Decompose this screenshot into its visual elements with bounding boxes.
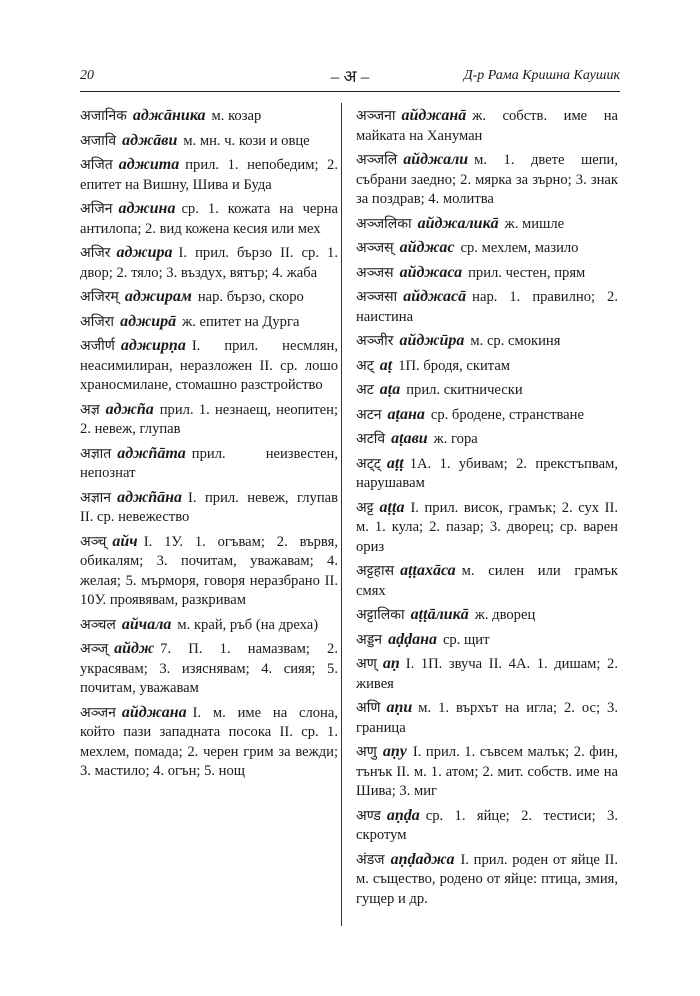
transliteration: аджāника xyxy=(132,107,206,124)
dictionary-entry xyxy=(356,605,618,626)
dictionary-entry xyxy=(80,131,338,152)
definition: м. край, ръб (на дреха) xyxy=(177,616,319,633)
dictionary-entry xyxy=(80,312,338,333)
headword-devanagari: अजित xyxy=(80,157,113,173)
headword-devanagari: अजिरम् xyxy=(80,289,119,305)
dictionary-entry xyxy=(80,106,338,127)
headword-devanagari: अञ्जन xyxy=(80,704,116,721)
dictionary-entry xyxy=(356,806,618,846)
definition: I. 1П. звуча II. 4А. 1. дишам; 2. живея xyxy=(356,656,618,692)
headword-devanagari: अंडज xyxy=(356,851,385,868)
definition: прил. скитнически xyxy=(406,382,523,398)
transliteration: аṭа xyxy=(379,381,401,398)
definition: ср. мехлем, мазило xyxy=(460,240,579,256)
dictionary-entry xyxy=(80,199,338,239)
dictionary-entry xyxy=(80,336,338,396)
dictionary-entry xyxy=(356,742,618,802)
definition: ж. мишле xyxy=(504,215,565,232)
headword-devanagari: अण्ड xyxy=(356,807,381,824)
transliteration: айджанā xyxy=(401,107,467,124)
definition: м. козар xyxy=(211,108,262,124)
dictionary-entry xyxy=(356,331,618,352)
transliteration: аджñāна xyxy=(117,488,183,506)
transliteration: айджаликā xyxy=(417,214,499,232)
headword-devanagari: अञ्जस xyxy=(356,264,394,281)
definition: нар. 1. правилно; 2. наистина xyxy=(356,289,618,325)
dictionary-entry xyxy=(356,405,618,426)
definition: I. м. име на слона, който пази западната посока II. ср. 1. мехлем, помада; 2. черен грим за вежди; 3. мастило; 4. огън; 5. нощ xyxy=(80,704,338,779)
headword-devanagari: अञ्जलिका xyxy=(356,215,412,232)
headword-devanagari: अञ्ज् xyxy=(80,641,109,657)
definition: I. прил. несмлян, неасимилиран, неразложен II. ср. лошо храносмилане, стомашно разстройство xyxy=(80,338,338,393)
headword-devanagari: अट्ट् xyxy=(356,455,381,472)
definition: ж. епитет на Дурга xyxy=(182,313,300,330)
definition: ср. 1. яйце; 2. тестиси; 3. скротум xyxy=(356,807,618,843)
dictionary-entry xyxy=(356,150,618,210)
transliteration: айджас xyxy=(399,239,455,256)
dictionary-entry xyxy=(80,243,338,283)
section-letter: – अ – xyxy=(330,67,370,86)
dictionary-entry xyxy=(356,630,618,651)
headword-devanagari: अज्ञात xyxy=(80,445,112,462)
headword-devanagari: अञ्चल xyxy=(80,616,116,633)
dictionary-entry xyxy=(356,214,618,235)
headword-devanagari: अण् xyxy=(356,656,377,672)
definition: м. 1. върхът на игла; 2. ос; 3. граница xyxy=(356,700,618,736)
transliteration: аṭави xyxy=(391,430,428,447)
page-number: 20 xyxy=(80,68,94,83)
headword-devanagari: अज्ञान xyxy=(80,489,112,506)
headword-devanagari: अजिर xyxy=(80,245,111,261)
dictionary-entry xyxy=(356,263,618,284)
definition: ср. бродене, странстване xyxy=(430,406,584,423)
dictionary-entry xyxy=(356,654,618,694)
transliteration: аṇḍаджа xyxy=(390,850,455,868)
transliteration: аджñāта xyxy=(117,444,186,462)
dictionary-entry xyxy=(356,356,618,377)
dictionary-entry xyxy=(356,429,618,450)
definition: I. прил. бързо II. ср. 1. двор; 2. тяло; 3. въздух, вятър; 4. жаба xyxy=(80,245,338,281)
definition: нар. бързо, скоро xyxy=(197,289,304,305)
definition: ж. дворец xyxy=(474,607,536,623)
right-column xyxy=(356,106,618,913)
definition: прил. честен, прям xyxy=(468,264,586,281)
definition: I. прил. роден от яйце II. м. същество, родено от яйце: птица, змия, гущер и др. xyxy=(356,851,618,907)
definition: прил. 1. незнаещ, неопитен; 2. невеж, глупав xyxy=(80,401,338,437)
headword-devanagari: अञ्जलि xyxy=(356,152,398,168)
transliteration: айджасā xyxy=(403,288,467,305)
definition: ср. 1. кожата на черна антилопа; 2. вид кожена кесия или мех xyxy=(80,201,338,237)
definition: м. мн. ч. кози и овце xyxy=(183,132,310,149)
dictionary-entry xyxy=(80,444,338,484)
definition: 7. П. 1. намазвам; 2. украсявам; 3. изяснявам; 4. сияя; 5. почитам, уважавам xyxy=(80,641,338,696)
headword-devanagari: अट्टहास xyxy=(356,563,395,579)
transliteration: айч xyxy=(112,532,138,550)
transliteration: аṭана xyxy=(387,405,425,423)
definition: прил. неизвестен, непознат xyxy=(80,445,338,481)
dictionary-entry xyxy=(80,400,338,440)
definition: м. ср. смокиня xyxy=(470,333,561,349)
transliteration: айджали xyxy=(403,151,469,168)
headword-devanagari: अट्टालिका xyxy=(356,607,405,623)
dictionary-entry xyxy=(80,639,338,699)
headword-devanagari: अज्ञ xyxy=(80,401,100,418)
headword-devanagari: अजीर्ण xyxy=(80,338,115,354)
transliteration: аṭṭāликā xyxy=(410,606,469,623)
transliteration: айчала xyxy=(121,615,172,633)
dictionary-entry xyxy=(80,532,338,611)
headword-devanagari: अञ्जस् xyxy=(356,240,394,256)
headword-devanagari: अट् xyxy=(356,357,374,374)
transliteration: айджаса xyxy=(399,263,463,281)
headword-devanagari: अटन xyxy=(356,406,382,423)
dictionary-entry xyxy=(356,561,618,601)
headword-devanagari: अट्ट xyxy=(356,499,374,516)
transliteration: айджана xyxy=(121,703,187,721)
definition: м. силен или грамък смях xyxy=(356,563,618,599)
definition: ж. собств. име на майката на Хануман xyxy=(356,108,618,144)
left-column xyxy=(80,106,338,786)
headword-devanagari: अञ्जीर xyxy=(356,333,394,349)
headword-devanagari: अजावि xyxy=(80,132,117,149)
dictionary-entry xyxy=(80,703,338,782)
definition: I. прил. 1. съвсем малък; 2. фин, тънък II. м. 1. атом; 2. мит. собств. име на Шива; 3. миг xyxy=(356,744,618,799)
dictionary-entry xyxy=(80,615,338,636)
definition: ср. щит xyxy=(442,631,490,648)
transliteration: аṭṭа xyxy=(379,498,405,516)
header-rule xyxy=(80,91,620,92)
column-divider xyxy=(341,103,342,926)
definition: I. 1У. 1. огъвам; 2. вървя, обикалям; 3. почитам, уважавам; 4. желая; 5. мърморя, говоря неразбрано II. 10У. проявявам, разкривам xyxy=(80,533,338,608)
transliteration: аṭṭ xyxy=(386,454,404,472)
transliteration: аṇи xyxy=(386,699,413,716)
transliteration: аджирṇа xyxy=(120,337,186,354)
headword-devanagari: अजिन xyxy=(80,201,113,217)
dictionary-entry xyxy=(356,238,618,259)
definition: I. прил. невеж, глупав II. ср. невежество xyxy=(80,489,338,525)
transliteration: аджира xyxy=(116,244,173,261)
transliteration: аджита xyxy=(118,156,180,173)
transliteration: айджӣра xyxy=(399,332,465,349)
headword-devanagari: अजिरा xyxy=(80,313,115,330)
definition: I. прил. висок, грамък; 2. сух II. м. 1. кула; 2. пазар; 3. дворец; ср. варен ориз xyxy=(356,499,618,555)
transliteration: аджирā xyxy=(120,312,177,330)
definition: 1П. бродя, скитам xyxy=(398,357,511,374)
transliteration: аṇ xyxy=(382,655,400,672)
transliteration: аṇḍа xyxy=(386,806,420,824)
headword-devanagari: अञ्जना xyxy=(356,108,396,124)
dictionary-entry xyxy=(356,287,618,327)
dictionary-entry xyxy=(356,106,618,146)
dictionary-entry xyxy=(80,287,338,308)
headword-devanagari: अजानिक xyxy=(80,108,127,124)
transliteration: аджирам xyxy=(124,288,192,305)
headword-devanagari: अञ्जसा xyxy=(356,289,398,305)
dictionary-entry xyxy=(80,488,338,528)
dictionary-entry xyxy=(356,498,618,558)
headword-devanagari: अणि xyxy=(356,700,381,716)
definition: м. 1. двете шепи, събрани заедно; 2. мярка за зърно; 3. знак за поздрав; 4. молитва xyxy=(356,152,618,207)
transliteration: аджина xyxy=(118,200,176,217)
transliteration: аṭṭахāса xyxy=(400,562,456,579)
author-name: Д-р Рама Кришна Каушик xyxy=(463,68,620,83)
definition: ж. гора xyxy=(433,431,478,447)
headword-devanagari: अट xyxy=(356,382,374,398)
page-header xyxy=(80,64,620,88)
headword-devanagari: अड्डन xyxy=(356,631,383,648)
transliteration: аṭ xyxy=(379,356,393,374)
transliteration: аṇу xyxy=(382,743,407,760)
headword-devanagari: अञ्च् xyxy=(80,533,107,550)
definition: 1А. 1. убивам; 2. прекстъпвам, нарушавам xyxy=(356,455,618,491)
dictionary-entry xyxy=(356,698,618,738)
dictionary-entry xyxy=(356,454,618,494)
transliteration: айдж xyxy=(114,640,155,657)
headword-devanagari: अणु xyxy=(356,744,377,760)
dictionary-entry xyxy=(80,155,338,195)
definition: прил. 1. непобедим; 2. епитет на Вишну, Шива и Буда xyxy=(80,157,338,193)
dictionary-entry xyxy=(356,380,618,401)
transliteration: аджāви xyxy=(122,131,178,149)
headword-devanagari: अटवि xyxy=(356,431,386,447)
transliteration: аджñа xyxy=(105,400,154,418)
dictionary-entry xyxy=(356,850,618,910)
transliteration: аḍḍана xyxy=(388,630,437,648)
